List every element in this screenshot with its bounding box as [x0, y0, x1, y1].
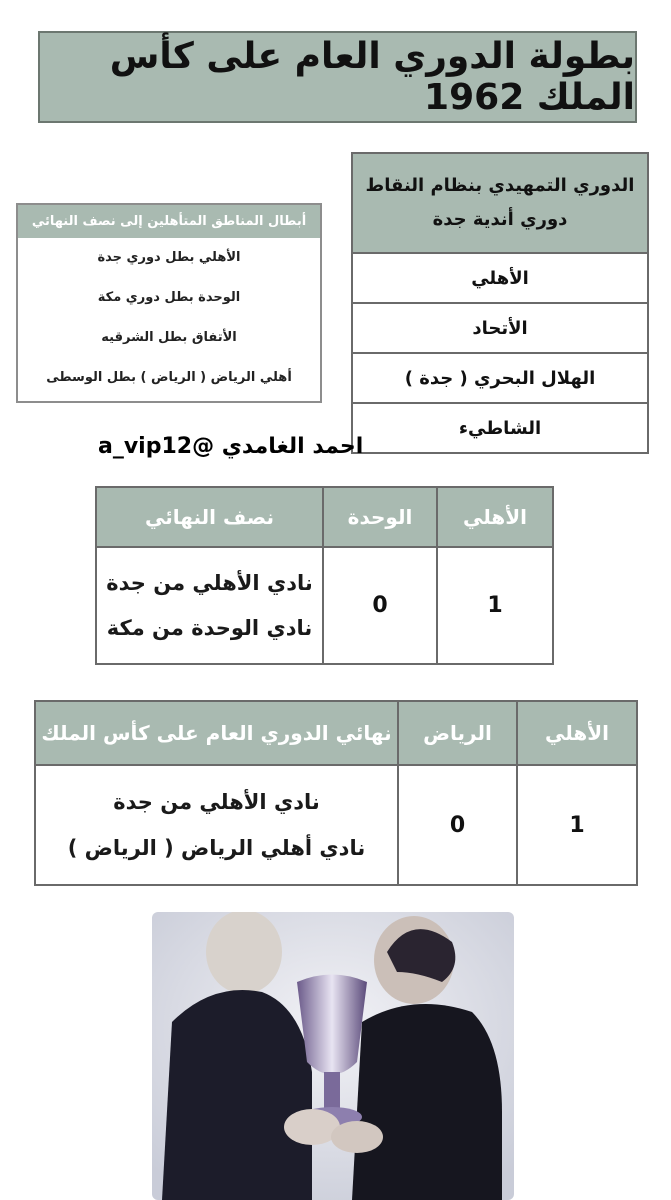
semifinal-table	[95, 486, 554, 665]
champion-item: الوحدة بطل دوري مكة	[97, 290, 241, 305]
prelim-league-table	[351, 152, 649, 454]
semi-club-line: نادي الأهلي من جدة	[106, 571, 313, 596]
prelim-team-row: الأهلي	[352, 253, 648, 303]
final-col-team2: الرياض	[398, 701, 517, 765]
prelim-team-row: الأتحاد	[352, 303, 648, 353]
page-title: بطولة الدوري العام على كأس الملك 1962	[38, 31, 637, 123]
trophy-photo	[152, 912, 514, 1200]
final-score-team2: 0	[398, 765, 517, 885]
final-score-team1: 1	[517, 765, 637, 885]
prelim-heading-line1: الدوري التمهيدي بنظام النقاط	[365, 174, 635, 196]
prelim-team-row: الشاطيء	[352, 403, 648, 453]
semi-score-team1: 1	[437, 547, 553, 664]
semi-col-stage: نصف النهائي	[96, 487, 323, 547]
author-credit: احمد الغامدي @a_vip12	[98, 434, 364, 459]
champion-item: أهلي الرياض ( الرياض ) بطل الوسطى	[46, 370, 292, 385]
trophy-photo-image	[152, 912, 514, 1200]
prelim-team-row: الهلال البحري ( جدة )	[352, 353, 648, 403]
champion-item: الأهلي بطل دوري جدة	[97, 250, 241, 265]
semi-club-line: نادي الوحدة من مكة	[106, 615, 313, 640]
prelim-league-header	[352, 153, 648, 253]
final-clubs-cell	[35, 765, 398, 885]
semi-col-team2: الوحدة	[323, 487, 437, 547]
final-club-line: نادي الأهلي من جدة	[113, 789, 320, 814]
semi-clubs-cell	[96, 547, 323, 664]
semi-col-team1: الأهلي	[437, 487, 553, 547]
final-table	[34, 700, 638, 886]
champion-item: الأتفاق بطل الشرقيه	[101, 330, 237, 345]
regional-champions-box	[16, 203, 322, 403]
regional-champions-header: أبطال المناطق المتأهلين إلى نصف النهائي	[18, 205, 320, 238]
final-club-line: نادي أهلي الرياض ( الرياض )	[67, 836, 366, 860]
semi-score-team2: 0	[323, 547, 437, 664]
final-col-stage: نهائي الدوري العام على كأس الملك	[35, 701, 398, 765]
prelim-heading-line2: دوري أندية جدة	[432, 209, 568, 230]
final-col-team1: الأهلي	[517, 701, 637, 765]
